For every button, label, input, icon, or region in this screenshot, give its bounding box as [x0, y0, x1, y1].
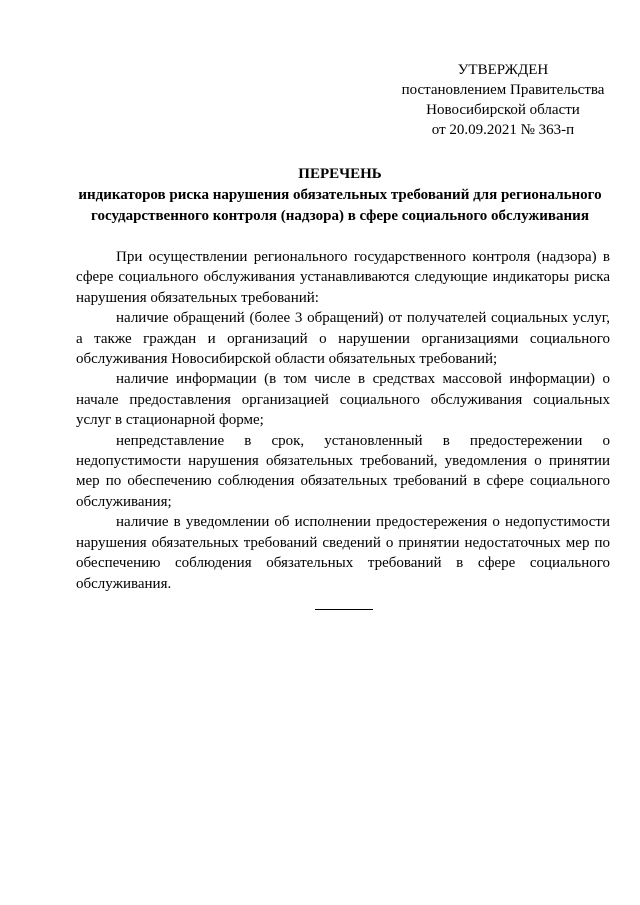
indicator-item-4: наличие в уведомлении об исполнении предостережения о недопустимости нарушения обязательных требований сведений о принятии недостаточных мер по обеспечению соблюдения обязательных требований в сфере социального обслуживания.	[76, 514, 610, 592]
indicator-item-2: наличие информации (в том числе в средствах массовой информации) о начале предоставления организацией социального обслуживания социальных услуг в стационарной форме;	[76, 371, 610, 429]
approval-title: УТВЕРЖДЕН	[457, 62, 549, 78]
title-subtitle-line-1: индикаторов риска нарушения обязательных требований для регионального	[78, 187, 602, 203]
indicator-item-1: наличие обращений (более 3 обращений) от получателей социальных услуг, а также граждан и организаций о нарушении организациями социального обслуживания Новосибирской области обязательных требований;	[76, 310, 610, 368]
indicator-item-3: непредставление в срок, установленный в предостережении о недопустимости нарушения обязательных требований, уведомления о принятии мер по обеспечению соблюдения обязательных требований в сфере социального обслуживания;	[76, 432, 610, 510]
title-heading: ПЕРЕЧЕНЬ	[298, 166, 382, 182]
approval-date-number: от 20.09.2021 № 363-п	[431, 122, 575, 138]
approval-resolution: постановлением Правительства	[401, 82, 605, 98]
document-body	[76, 247, 610, 594]
document-end-divider	[315, 609, 373, 610]
document-title	[60, 164, 620, 227]
approval-region: Новосибирской области	[426, 102, 580, 118]
intro-paragraph: При осуществлении регионального государственного контроля (надзора) в сфере социального обслуживания устанавливаются следующие индикаторы риска нарушения обязательных требований:	[76, 249, 610, 306]
approval-stamp	[380, 60, 626, 140]
title-subtitle-line-2: государственного контроля (надзора) в сфере социального обслуживания	[91, 208, 589, 224]
